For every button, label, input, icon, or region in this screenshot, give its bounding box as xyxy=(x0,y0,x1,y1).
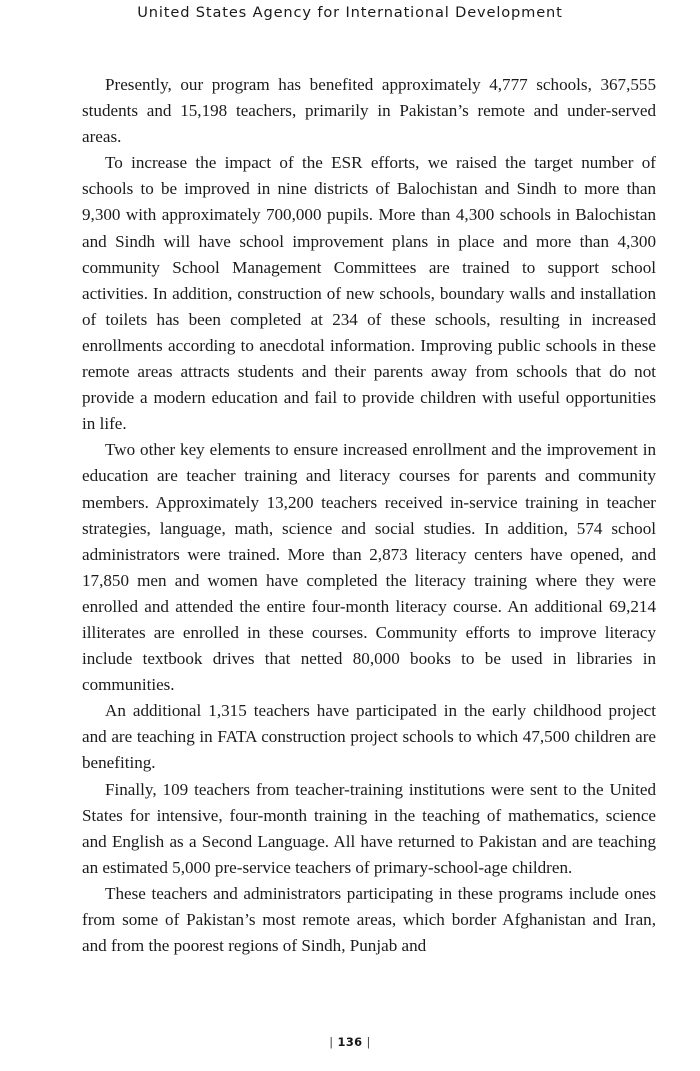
folio-right-rule: | xyxy=(366,1035,371,1049)
paragraph: An additional 1,315 teachers have participated in the early childhood project and are teaching in FATA construction project schools to which 47,500 children are benefiting. xyxy=(82,701,656,773)
page-number-footer xyxy=(0,1035,700,1049)
running-header-title: United States Agency for International Development xyxy=(137,4,563,21)
paragraph: Presently, our program has benefited approximately 4,777 schools, 367,555 students and 15,198 teachers, primarily in Pakistan’s remote and under-served areas. xyxy=(82,75,656,147)
paragraph: To increase the impact of the ESR efforts, we raised the target number of schools to be improved in nine districts of Balochistan and Sindh to more than 9,300 with approximately 700,000 pupils. More than 4,300 schools in Balochistan and Sindh will have school improvement plans in place and more than 4,300 community School Management Committees are trained to support school activities. In addition, construction of new schools, boundary walls and installation of toilets has been completed at 234 of these schools, resulting in increased enrollments according to anecdotal information. Improving public schools in these remote areas attracts students and their parents away from schools that do not provide a modern education and fail to provide children with useful opportunities in life. xyxy=(82,153,656,434)
paragraph: Two other key elements to ensure increased enrollment and the improvement in education are teacher training and literacy courses for parents and community members. Approximately 13,200 teachers received in-service training in teacher strategies, language, math, science and social studies. In addition, 574 school administrators were trained. More than 2,873 literacy centers have opened, and 17,850 men and women have completed the literacy training where they were enrolled and attended the entire four-month literacy course. An additional 69,214 illiterates are enrolled in these courses. Community efforts to improve literacy include textbook drives that netted 80,000 books to be used in libraries in communities. xyxy=(82,440,656,695)
paragraph: These teachers and administrators participating in these programs include ones from some of Pakistan’s most remote areas, which border Afghanistan and Iran, and from the poorest regions of Sindh, Punjab and xyxy=(82,883,656,956)
body-text-column xyxy=(82,72,656,959)
folio-left-rule: | xyxy=(329,1035,334,1049)
folio-page-number: 136 xyxy=(337,1035,363,1049)
paragraph: Finally, 109 teachers from teacher-training institutions were sent to the United States for intensive, four-month training in the teaching of mathematics, science and English as a Second Language. All have returned to Pakistan and are teaching an estimated 5,000 pre-service teachers of primary-school-age children. xyxy=(82,779,656,877)
